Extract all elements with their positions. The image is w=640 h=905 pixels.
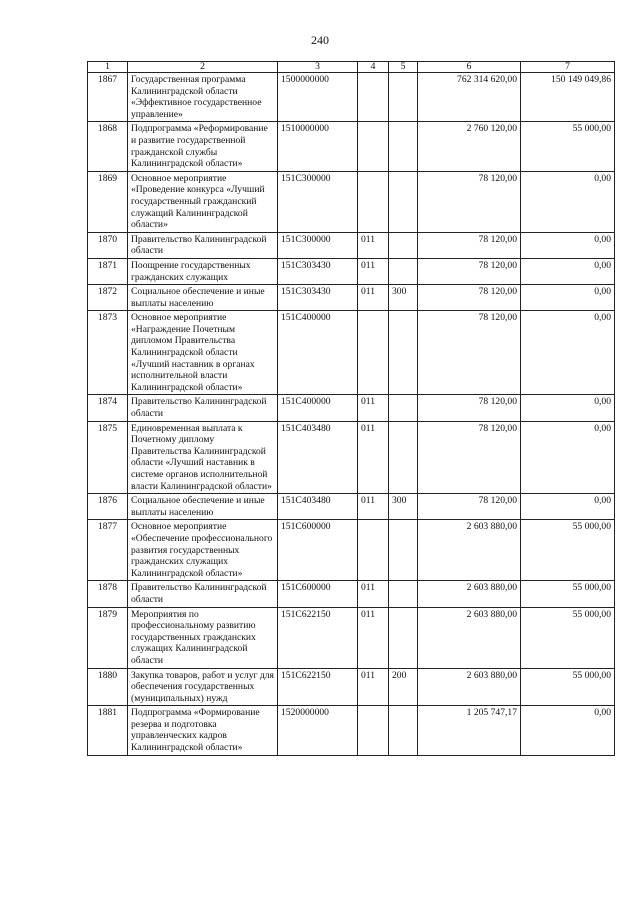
row-name: Социальное обеспечение и иные выплаты населению	[128, 285, 278, 311]
row-col-5	[389, 311, 418, 395]
row-col-5	[389, 706, 418, 755]
table-row	[88, 421, 615, 494]
row-number: 1869	[88, 171, 128, 232]
row-col-5: 200	[389, 668, 418, 706]
row-col-4	[358, 520, 389, 581]
row-col-4: 011	[358, 395, 389, 421]
row-name: Закупка товаров, работ и услуг для обеспечения государственных (муниципальных) нужд	[128, 668, 278, 706]
row-col-5	[389, 395, 418, 421]
row-amount-col-7: 55 000,00	[521, 122, 615, 171]
row-name: Правительство Калининградской области	[128, 395, 278, 421]
row-amount-col-7: 55 000,00	[521, 607, 615, 668]
table-row	[88, 73, 615, 122]
row-code: 151С300000	[278, 232, 358, 258]
row-col-5	[389, 232, 418, 258]
header-col-4: 4	[358, 62, 389, 73]
table-header-row	[88, 62, 615, 73]
row-code: 151С400000	[278, 395, 358, 421]
row-amount-col-6: 2 603 880,00	[418, 581, 521, 607]
row-amount-col-7: 55 000,00	[521, 581, 615, 607]
row-name: Единовременная выплата к Почетному диплому Правительства Калининградской области «Лучший наставник в системе органов исполнительной власти Калининградской области»	[128, 421, 278, 494]
table-row	[88, 494, 615, 520]
row-amount-col-7: 0,00	[521, 171, 615, 232]
row-name: Социальное обеспечение и иные выплаты населению	[128, 494, 278, 520]
row-name: Правительство Калининградской области	[128, 581, 278, 607]
row-amount-col-6: 2 603 880,00	[418, 520, 521, 581]
row-col-4	[358, 73, 389, 122]
row-col-4: 011	[358, 668, 389, 706]
row-name: Правительство Калининградской области	[128, 232, 278, 258]
row-col-4	[358, 122, 389, 171]
row-col-4	[358, 706, 389, 755]
row-number: 1870	[88, 232, 128, 258]
row-amount-col-6: 78 120,00	[418, 232, 521, 258]
row-code: 151С403480	[278, 421, 358, 494]
header-col-6: 6	[418, 62, 521, 73]
row-code: 1520000000	[278, 706, 358, 755]
row-name: Мероприятия по профессиональному развитию государственных гражданских служащих Калининградской области	[128, 607, 278, 668]
header-col-2: 2	[128, 62, 278, 73]
table-row	[88, 706, 615, 755]
row-amount-col-7: 55 000,00	[521, 520, 615, 581]
row-name: Основное мероприятие «Обеспечение профессионального развития государственных гражданских служащих Калининградской области»	[128, 520, 278, 581]
row-amount-col-6: 78 120,00	[418, 395, 521, 421]
table-row	[88, 395, 615, 421]
row-code: 151С403480	[278, 494, 358, 520]
row-name: Подпрограмма «Формирование резерва и подготовка управленческих кадров Калининградской области»	[128, 706, 278, 755]
row-number: 1874	[88, 395, 128, 421]
row-amount-col-6: 78 120,00	[418, 171, 521, 232]
row-col-5	[389, 520, 418, 581]
row-code: 1500000000	[278, 73, 358, 122]
header-col-3: 3	[278, 62, 358, 73]
table-row	[88, 311, 615, 395]
table-row	[88, 122, 615, 171]
row-name: Основное мероприятие «Проведение конкурса «Лучший государственный гражданский служащий Калининградской области»	[128, 171, 278, 232]
row-amount-col-6: 762 314 620,00	[418, 73, 521, 122]
row-col-5: 300	[389, 285, 418, 311]
row-code: 151С400000	[278, 311, 358, 395]
row-code: 151С622150	[278, 668, 358, 706]
row-number: 1881	[88, 706, 128, 755]
row-number: 1879	[88, 607, 128, 668]
row-col-4: 011	[358, 232, 389, 258]
row-amount-col-7: 0,00	[521, 258, 615, 284]
row-number: 1878	[88, 581, 128, 607]
row-number: 1875	[88, 421, 128, 494]
row-amount-col-6: 78 120,00	[418, 311, 521, 395]
row-name: Подпрограмма «Реформирование и развитие государственной гражданской службы Калининградской области»	[128, 122, 278, 171]
row-number: 1868	[88, 122, 128, 171]
table-row	[88, 581, 615, 607]
row-amount-col-7: 0,00	[521, 311, 615, 395]
table-row	[88, 607, 615, 668]
row-code: 151С303430	[278, 285, 358, 311]
row-amount-col-7: 0,00	[521, 494, 615, 520]
row-amount-col-6: 78 120,00	[418, 285, 521, 311]
budget-table	[87, 61, 615, 756]
row-col-5	[389, 258, 418, 284]
row-col-4: 011	[358, 258, 389, 284]
row-amount-col-6: 2 603 880,00	[418, 668, 521, 706]
row-number: 1880	[88, 668, 128, 706]
row-amount-col-7: 55 000,00	[521, 668, 615, 706]
row-code: 151С600000	[278, 581, 358, 607]
row-name: Государственная программа Калининградской области «Эффективное государственное управление»	[128, 73, 278, 122]
row-col-5	[389, 607, 418, 668]
row-col-4	[358, 171, 389, 232]
row-number: 1877	[88, 520, 128, 581]
row-col-4: 011	[358, 285, 389, 311]
header-col-5: 5	[389, 62, 418, 73]
row-amount-col-7: 150 149 049,86	[521, 73, 615, 122]
row-col-5	[389, 122, 418, 171]
row-code: 151С303430	[278, 258, 358, 284]
row-col-5: 300	[389, 494, 418, 520]
row-code: 1510000000	[278, 122, 358, 171]
row-name: Поощрение государственных гражданских служащих	[128, 258, 278, 284]
row-number: 1872	[88, 285, 128, 311]
page-number: 240	[311, 33, 329, 47]
row-code: 151С622150	[278, 607, 358, 668]
table-row	[88, 232, 615, 258]
header-col-1: 1	[88, 62, 128, 73]
row-col-5	[389, 421, 418, 494]
row-amount-col-7: 0,00	[521, 395, 615, 421]
row-name: Основное мероприятие «Награждение Почетным дипломом Правительства Калининградской области «Лучший наставник в органах исполнительной власти Калининградской области»	[128, 311, 278, 395]
table-row	[88, 258, 615, 284]
row-number: 1876	[88, 494, 128, 520]
row-amount-col-6: 78 120,00	[418, 421, 521, 494]
table-row	[88, 171, 615, 232]
table-row	[88, 285, 615, 311]
row-amount-col-6: 2 760 120,00	[418, 122, 521, 171]
table-row	[88, 668, 615, 706]
header-col-7: 7	[521, 62, 615, 73]
row-amount-col-7: 0,00	[521, 421, 615, 494]
row-amount-col-6: 78 120,00	[418, 258, 521, 284]
row-amount-col-7: 0,00	[521, 706, 615, 755]
row-number: 1871	[88, 258, 128, 284]
row-amount-col-7: 0,00	[521, 285, 615, 311]
table-body	[88, 73, 615, 756]
row-col-4: 011	[358, 494, 389, 520]
row-col-5	[389, 73, 418, 122]
row-amount-col-6: 78 120,00	[418, 494, 521, 520]
row-code: 151С300000	[278, 171, 358, 232]
row-number: 1873	[88, 311, 128, 395]
row-code: 151С600000	[278, 520, 358, 581]
row-col-4: 011	[358, 581, 389, 607]
row-col-5	[389, 171, 418, 232]
row-amount-col-6: 1 205 747,17	[418, 706, 521, 755]
row-col-4: 011	[358, 421, 389, 494]
table-row	[88, 520, 615, 581]
row-col-4: 011	[358, 607, 389, 668]
row-col-4	[358, 311, 389, 395]
row-amount-col-6: 2 603 880,00	[418, 607, 521, 668]
row-col-5	[389, 581, 418, 607]
row-amount-col-7: 0,00	[521, 232, 615, 258]
row-number: 1867	[88, 73, 128, 122]
